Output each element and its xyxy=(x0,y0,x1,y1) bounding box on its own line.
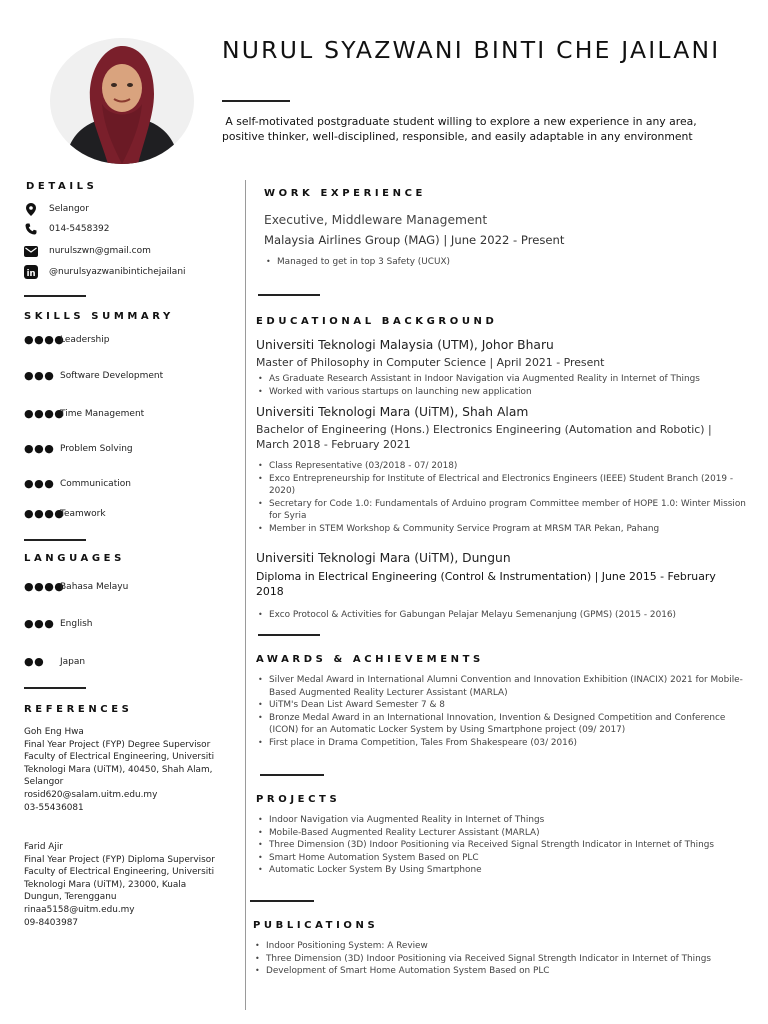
reference-address-line: Selangor xyxy=(24,777,64,788)
profile-photo xyxy=(50,38,194,164)
list-item: • Development of Smart Home Automation System Based on PLC xyxy=(253,965,758,978)
detail-email[interactable] xyxy=(24,243,239,259)
list-item: • Managed to get in top 3 Safety (UCUX) xyxy=(264,256,744,269)
skills-divider xyxy=(24,539,86,541)
detail-linkedin[interactable] xyxy=(24,264,239,280)
list-item: • Smart Home Automation System Based on PLC xyxy=(256,852,756,865)
skill-item xyxy=(24,442,239,456)
skill-item xyxy=(24,333,239,347)
column-divider xyxy=(245,180,246,1010)
skill-label: Time Management xyxy=(60,409,145,419)
school-name: Universiti Teknologi Mara (UiTM), Dungun xyxy=(256,551,511,565)
reference-phone: 03-55436081 xyxy=(24,802,84,813)
projects-divider xyxy=(250,900,314,902)
language-label: English xyxy=(60,619,93,629)
education-divider xyxy=(258,634,320,636)
skill-label: Problem Solving xyxy=(60,444,133,454)
skill-rating-dots: ●●● xyxy=(24,477,55,490)
profile-photo-image xyxy=(50,38,194,164)
detail-phone-text: 014-5458392 xyxy=(49,224,110,234)
education-bullets xyxy=(256,460,746,536)
language-item xyxy=(24,655,239,669)
degree-line: Diploma in Electrical Engineering (Control & Instrumentation) | June 2015 - February xyxy=(256,570,716,583)
degree-info xyxy=(256,569,746,599)
reference-1 xyxy=(24,726,239,814)
language-item xyxy=(24,617,239,631)
skill-rating-dots: ●●● xyxy=(24,369,55,382)
job-title: Executive, Middleware Management xyxy=(264,213,488,227)
education-bullets xyxy=(256,609,746,622)
education-bullets xyxy=(256,373,746,398)
school-name: Universiti Teknologi Mara (UiTM), Shah Alam xyxy=(256,405,529,419)
skill-item xyxy=(24,369,239,383)
publications-bullets xyxy=(253,940,758,978)
skill-item xyxy=(24,477,239,491)
skill-rating-dots: ●●●● xyxy=(24,333,65,346)
skill-rating-dots: ●●●● xyxy=(24,507,65,520)
school-name: Universiti Teknologi Malaysia (UTM), Johor Bharu xyxy=(256,338,554,352)
reference-name: Goh Eng Hwa xyxy=(24,727,84,737)
language-rating-dots: ●●●● xyxy=(24,580,65,593)
work-bullets xyxy=(264,256,744,269)
language-rating-dots: ●●● xyxy=(24,617,55,630)
languages-divider xyxy=(24,687,86,689)
references-heading: REFERENCES xyxy=(24,704,133,715)
list-item: • As Graduate Research Assistant in Indoor Navigation via Augmented Reality in Internet of Things xyxy=(256,373,746,386)
envelope-icon xyxy=(24,244,38,258)
language-item xyxy=(24,580,239,594)
language-label: Japan xyxy=(60,657,86,667)
summary-line-2: positive thinker, well-disciplined, responsible, and easily adaptable in any environment xyxy=(222,130,693,143)
linkedin-icon xyxy=(24,265,38,279)
list-item: • First place in Drama Competition, Tales From Shakespeare (03/ 2016) xyxy=(256,737,746,750)
list-item: • Class Representative (03/2018 - 07/ 2018) xyxy=(256,460,746,473)
education-heading: EDUCATIONAL BACKGROUND xyxy=(256,316,498,327)
reference-address-line: Faculty of Electrical Engineering, Universiti xyxy=(24,752,215,763)
reference-name: Farid Ajir xyxy=(24,842,63,852)
publications-heading: PUBLICATIONS xyxy=(253,920,379,931)
list-item: • Exco Protocol & Activities for Gabungan Pelajar Melayu Semenanjung (GPMS) (2015 - 2016) xyxy=(256,609,746,622)
skill-rating-dots: ●●● xyxy=(24,442,55,455)
work-divider xyxy=(258,294,320,296)
degree-line: March 2018 - February 2021 xyxy=(256,438,411,451)
list-item: • Worked with various startups on launching new application xyxy=(256,386,746,399)
list-item: • Indoor Navigation via Augmented Reality in Internet of Things xyxy=(256,814,756,827)
list-item: • Mobile-Based Augmented Reality Lecturer Assistant (MARLA) xyxy=(256,827,756,840)
detail-linkedin-text[interactable]: @nurulsyazwanibintichejailani xyxy=(49,267,186,277)
summary-line-1: A self-motivated postgraduate student willing to explore a new experience in any area, xyxy=(222,115,697,128)
list-item: • Indoor Positioning System: A Review xyxy=(253,940,758,953)
list-item: • Member in STEM Workshop & Community Service Program at MRSM TAR Pekan, Pahang xyxy=(256,523,746,536)
detail-location-text: Selangor xyxy=(49,204,89,214)
awards-heading: AWARDS & ACHIEVEMENTS xyxy=(256,654,484,665)
reference-address-line: Teknologi Mara (UiTM), 23000, Kuala xyxy=(24,879,187,890)
reference-address-line: Faculty of Electrical Engineering, Universiti xyxy=(24,867,215,878)
skills-heading: SKILLS SUMMARY xyxy=(24,311,174,322)
reference-address-line: Teknologi Mara (UiTM), 40450, Shah Alam, xyxy=(24,764,213,775)
details-divider xyxy=(24,295,86,297)
skill-rating-dots: ●●●● xyxy=(24,407,65,420)
skill-item xyxy=(24,407,239,421)
list-item: • UiTM's Dean List Award Semester 7 & 8 xyxy=(256,699,746,712)
candidate-name: NURUL SYAZWANI BINTI CHE JAILANI xyxy=(222,36,721,64)
degree-line: Bachelor of Engineering (Hons.) Electronics Engineering (Automation and Robotic) | xyxy=(256,423,712,436)
name-underline xyxy=(222,100,290,102)
skill-label: Communication xyxy=(60,479,131,489)
detail-location xyxy=(24,201,239,217)
skill-label: Software Development xyxy=(60,371,164,381)
list-item: • Automatic Locker System By Using Smartphone xyxy=(256,864,756,877)
projects-bullets xyxy=(256,814,756,877)
list-item: • Three Dimension (3D) Indoor Positioning via Received Signal Strength Indicator in Internet of Things xyxy=(253,953,758,966)
projects-heading: PROJECTS xyxy=(256,794,341,805)
phone-icon xyxy=(24,222,38,236)
reference-2 xyxy=(24,841,239,929)
location-pin-icon xyxy=(24,202,38,216)
reference-role: Final Year Project (FYP) Degree Supervisor xyxy=(24,739,211,750)
detail-phone xyxy=(24,221,239,237)
work-experience-heading: WORK EXPERIENCE xyxy=(264,188,426,199)
reference-address-line: Dungun, Terengganu xyxy=(24,892,117,903)
degree-line: 2018 xyxy=(256,585,284,598)
skill-item xyxy=(24,507,239,521)
reference-role: Final Year Project (FYP) Diploma Supervisor xyxy=(24,854,215,865)
job-organization: Malaysia Airlines Group (MAG) | June 2022 - Present xyxy=(264,233,565,247)
detail-email-text[interactable]: nurulszwn@gmail.com xyxy=(49,246,151,256)
list-item: • Bronze Medal Award in an International Innovation, Invention & Designed Competition and Conference (ICON) for an Automatic Locker System by Using Smartphone project (09/ 2017) xyxy=(256,712,746,737)
list-item: • Exco Entrepreneurship for Institute of Electrical and Electronics Engineers (IEEE) Student Branch (2019 - 2020) xyxy=(256,473,746,498)
reference-phone: 09-8403987 xyxy=(24,917,79,928)
awards-bullets xyxy=(256,674,746,750)
list-item: • Three Dimension (3D) Indoor Positioning via Received Signal Strength Indicator in Internet of Things xyxy=(256,839,756,852)
skill-label: Teamwork xyxy=(60,509,106,519)
reference-email[interactable]: rosid620@salam.uitm.edu.my xyxy=(24,789,158,800)
list-item: • Silver Medal Award in International Alumni Convention and Innovation Exhibition (INACIX) 2021 for Mobile-Based Augmented Reality Lecturer Assistant (MARLA) xyxy=(256,674,746,699)
reference-email[interactable]: rinaa5158@uitm.edu.my xyxy=(24,904,135,915)
profile-summary xyxy=(222,114,722,144)
list-item: • Secretary for Code 1.0: Fundamentals of Arduino program Committee member of HOPE 1.0: Winter Mission for Syria xyxy=(256,498,746,523)
awards-divider xyxy=(260,774,324,776)
skill-label: Leadership xyxy=(60,335,110,345)
degree-info xyxy=(256,422,746,452)
language-rating-dots: ●● xyxy=(24,655,45,668)
details-heading: DETAILS xyxy=(26,181,98,192)
languages-heading: LANGUAGES xyxy=(24,553,125,564)
degree-info: Master of Philosophy in Computer Science | April 2021 - Present xyxy=(256,356,605,369)
svg-text:in: in xyxy=(26,269,36,279)
language-label: Bahasa Melayu xyxy=(60,582,129,592)
